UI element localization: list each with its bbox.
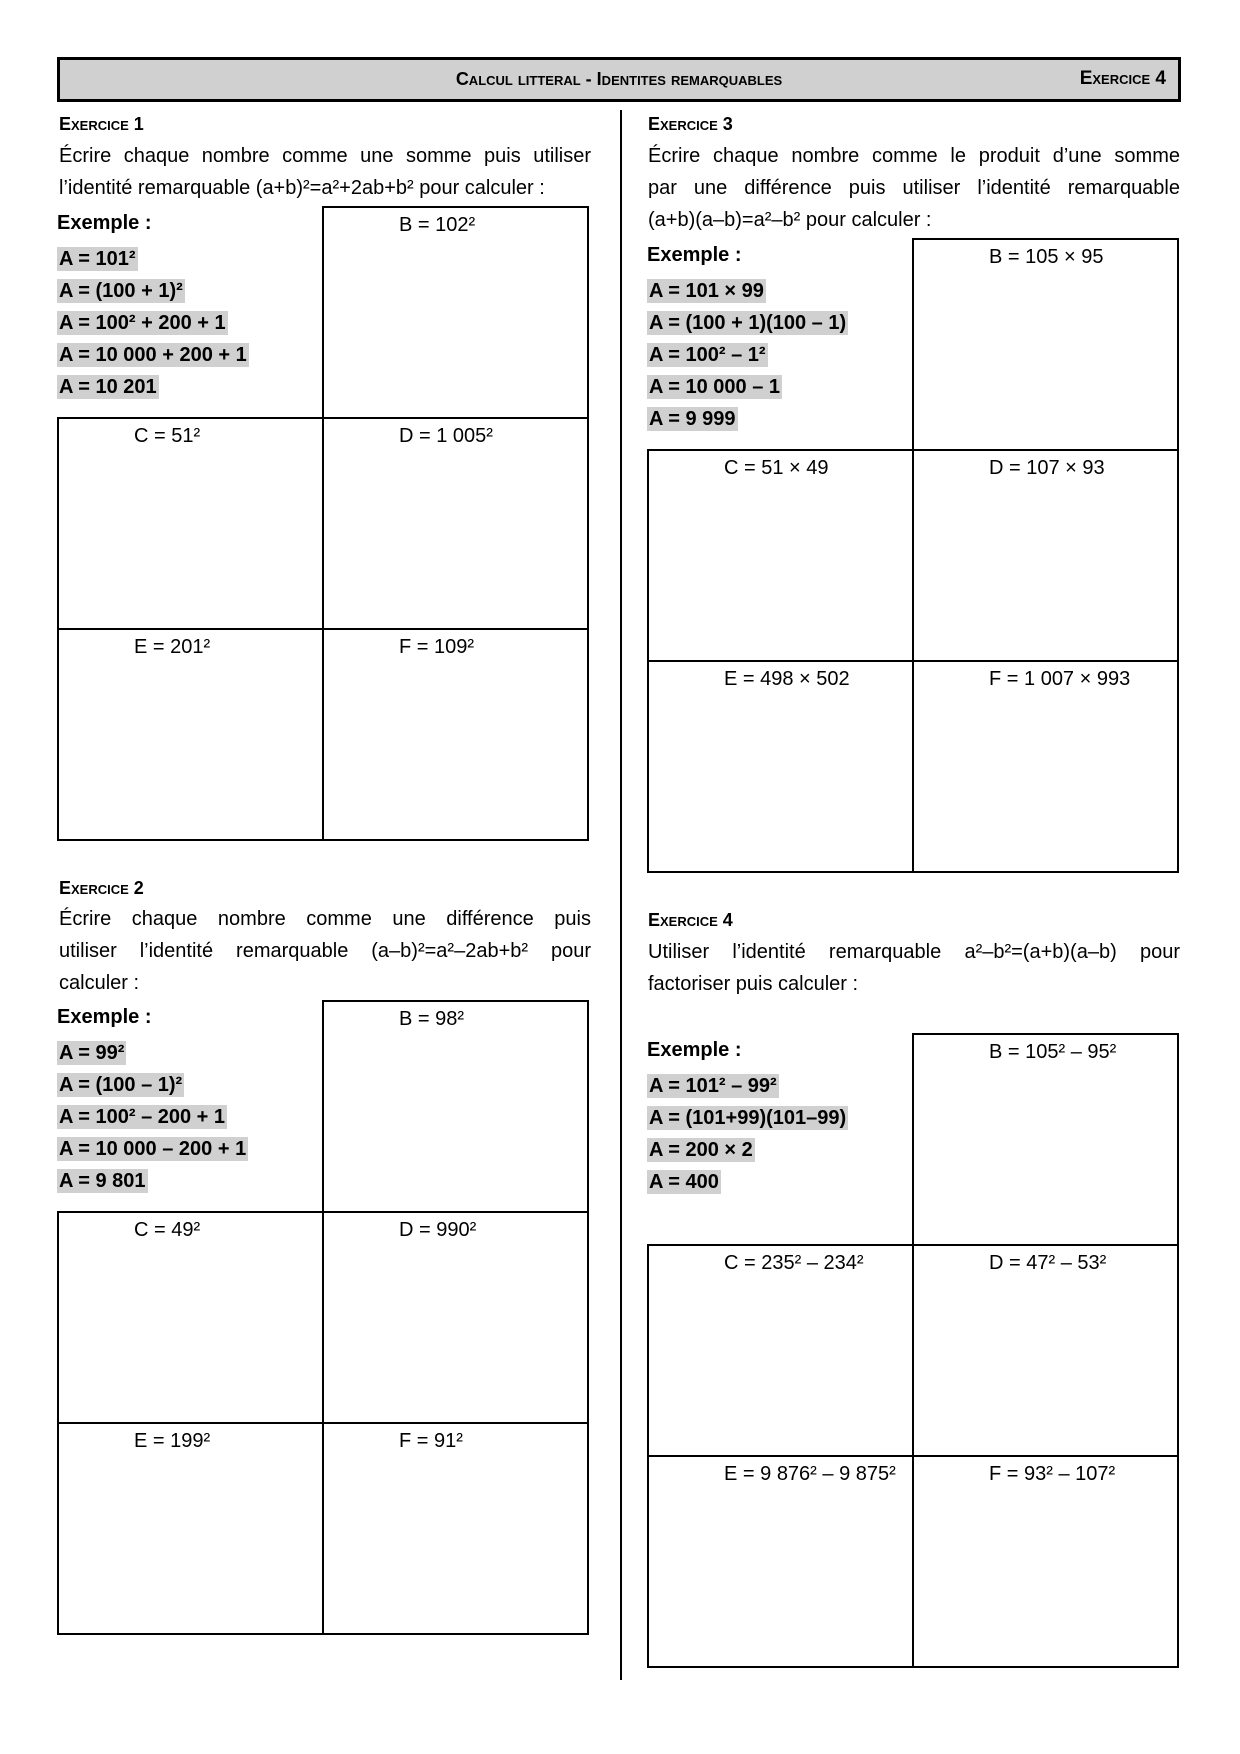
ex2-example-line: A = (100 – 1)² <box>59 1074 183 1096</box>
ex1-cell-label: F = 109² <box>399 636 475 658</box>
ex3-cell-d[interactable] <box>914 451 1179 662</box>
ex2-cell-e[interactable] <box>59 1424 324 1635</box>
ex1-example-line: A = (100 + 1)² <box>59 280 183 302</box>
ex1-title: Exercice 1 <box>59 114 144 134</box>
ex1-cell-f[interactable] <box>324 630 589 841</box>
column-divider <box>620 110 622 1680</box>
ex3-example-line: A = 100² – 1² <box>649 344 766 366</box>
ex2-cell-f[interactable] <box>324 1424 589 1635</box>
ex4-title: Exercice 4 <box>648 910 733 930</box>
ex4-cell-label: F = 93² – 107² <box>989 1463 1116 1485</box>
ex1-cell-c[interactable] <box>59 419 324 630</box>
ex4-example-line: A = 101² – 99² <box>649 1075 777 1097</box>
page-header <box>57 57 1181 102</box>
ex4-cell-b[interactable] <box>914 1035 1179 1246</box>
ex2-instr-line: calculer : <box>59 972 140 994</box>
ex3-example-line: A = 10 000 – 1 <box>649 376 781 398</box>
ex1-instr-line: l’identité remarquable (a+b)²=a²+2ab+b² pour calculer : <box>59 177 545 199</box>
ex2-cell-label: C = 49² <box>134 1219 201 1241</box>
ex2-example <box>57 1000 324 1213</box>
ex1-example-lines <box>57 244 249 404</box>
ex2-cell-label: F = 91² <box>399 1430 463 1452</box>
ex3-cell-label: D = 107 × 93 <box>989 457 1105 479</box>
ex3-example-lines <box>647 276 848 436</box>
ex2-cell-label: E = 199² <box>134 1430 211 1452</box>
ex2-example-lines <box>57 1038 248 1198</box>
ex4-example <box>647 1033 914 1246</box>
ex1-example-line: A = 10 000 + 200 + 1 <box>59 344 247 366</box>
ex3-cell-label: E = 498 × 502 <box>724 668 850 690</box>
ex2-example-line: A = 99² <box>59 1042 125 1064</box>
ex4-cell-label: B = 105² – 95² <box>989 1041 1117 1063</box>
ex1-cell-e[interactable] <box>59 630 324 841</box>
ex4-cell-d[interactable] <box>914 1246 1179 1457</box>
ex2-cell-d[interactable] <box>324 1213 589 1424</box>
ex4-grid <box>647 1033 1179 1668</box>
ex2-cell-label: D = 990² <box>399 1219 477 1241</box>
ex3-example-head: Exemple : <box>647 244 742 266</box>
ex1-example <box>57 206 324 419</box>
ex1-cell-d[interactable] <box>324 419 589 630</box>
ex4-cell-e[interactable] <box>649 1457 914 1668</box>
ex1-example-line: A = 101² <box>59 248 136 270</box>
ex4-example-line: A = (101+99)(101–99) <box>649 1107 847 1129</box>
ex1-example-line: A = 100² + 200 + 1 <box>59 312 226 334</box>
ex1-instructions <box>59 140 591 204</box>
ex3-instr-line: (a+b)(a–b)=a²–b² pour calculer : <box>648 209 932 231</box>
ex3-grid <box>647 238 1179 873</box>
ex4-cell-f[interactable] <box>914 1457 1179 1668</box>
ex1-example-line: A = 10 201 <box>59 376 157 398</box>
ex2-cell-c[interactable] <box>59 1213 324 1424</box>
ex3-cell-label: B = 105 × 95 <box>989 246 1104 268</box>
ex3-cell-label: C = 51 × 49 <box>724 457 829 479</box>
ex4-example-lines <box>647 1071 848 1199</box>
ex1-cell-b[interactable] <box>324 208 589 419</box>
ex2-example-line: A = 10 000 – 200 + 1 <box>59 1138 247 1160</box>
ex1-cell-label: B = 102² <box>399 214 476 236</box>
ex3-example-line: A = 9 999 <box>649 408 736 430</box>
ex4-example-head: Exemple : <box>647 1039 742 1061</box>
ex3-cell-label: F = 1 007 × 993 <box>989 668 1131 690</box>
ex1-example-head: Exemple : <box>57 212 152 234</box>
ex3-instr-line: Écrire chaque nombre comme le produit d’une somme <box>648 145 1180 167</box>
ex4-cell-label: C = 235² – 234² <box>724 1252 864 1274</box>
ex3-instr-line: par une différence puis utiliser l’identité remarquable <box>648 177 1180 199</box>
ex3-cell-e[interactable] <box>649 662 914 873</box>
ex2-instr-line: Écrire chaque nombre comme une différence puis <box>59 908 591 930</box>
ex4-instructions <box>648 936 1180 1000</box>
ex2-cell-b[interactable] <box>324 1002 589 1213</box>
ex1-cell-label: C = 51² <box>134 425 201 447</box>
ex2-example-line: A = 9 801 <box>59 1170 146 1192</box>
header-exercise-label: Exercice 4 <box>1079 68 1166 89</box>
ex1-grid <box>57 206 589 841</box>
ex3-cell-c[interactable] <box>649 451 914 662</box>
ex3-cell-b[interactable] <box>914 240 1179 451</box>
ex1-cell-label: E = 201² <box>134 636 211 658</box>
ex4-example-line: A = 200 × 2 <box>649 1139 753 1161</box>
ex2-instructions <box>59 903 591 999</box>
ex2-example-head: Exemple : <box>57 1006 152 1028</box>
ex4-cell-c[interactable] <box>649 1246 914 1457</box>
page-title: Calcul litteral - Identites remarquables <box>455 69 783 89</box>
ex3-title: Exercice 3 <box>648 114 733 134</box>
ex3-instructions <box>648 140 1180 236</box>
ex3-example <box>647 238 914 451</box>
ex2-instr-line: utiliser l’identité remarquable (a–b)²=a²–2ab+b² pour <box>59 940 591 962</box>
ex2-example-line: A = 100² – 200 + 1 <box>59 1106 226 1128</box>
ex4-cell-label: D = 47² – 53² <box>989 1252 1107 1274</box>
ex2-cell-label: B = 98² <box>399 1008 465 1030</box>
ex3-cell-f[interactable] <box>914 662 1179 873</box>
ex3-example-line: A = 101 × 99 <box>649 280 764 302</box>
ex1-instr-line: Écrire chaque nombre comme une somme puis utiliser <box>59 145 591 167</box>
ex4-instr-line: factoriser puis calculer : <box>648 973 859 995</box>
ex3-example-line: A = (100 + 1)(100 – 1) <box>649 312 847 334</box>
ex2-grid <box>57 1000 589 1635</box>
ex2-title: Exercice 2 <box>59 878 144 898</box>
ex4-example-line: A = 400 <box>649 1171 719 1193</box>
ex4-instr-line: Utiliser l’identité remarquable a²–b²=(a+b)(a–b) pour <box>648 941 1180 963</box>
ex1-cell-label: D = 1 005² <box>399 425 493 447</box>
ex4-cell-label: E = 9 876² – 9 875² <box>724 1463 896 1485</box>
